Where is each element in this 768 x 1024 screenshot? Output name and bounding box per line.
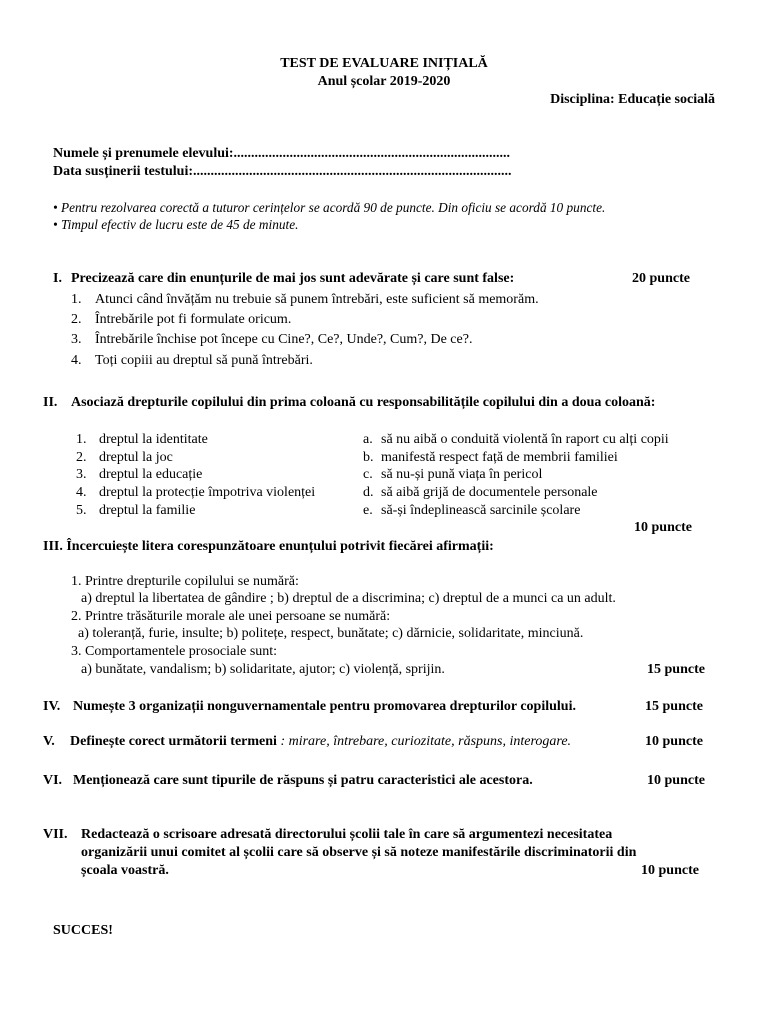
right-item: să nu-și pună viața în pericol <box>381 467 543 482</box>
section-5-points: 10 puncte <box>645 734 703 749</box>
discipline: Disciplina: Educație socială <box>550 92 715 107</box>
section-5-title: Definește corect următorii termeni <box>70 734 277 749</box>
left-item-number: 2. <box>76 450 87 465</box>
left-item: dreptul la familie <box>99 503 196 518</box>
list-item-number: 4. <box>71 353 82 368</box>
right-item-letter: b. <box>363 450 374 465</box>
question-1: 1. Printre drepturile copilului se numără: <box>71 574 299 589</box>
section-6-title: Menționează care sunt tipurile de răspuns și patru caracteristici ale acestora. <box>73 773 533 788</box>
section-5-line <box>70 734 571 750</box>
right-item: manifestă respect față de membrii familiei <box>381 450 618 465</box>
section-3-title: III. Încercuiește litera corespunzătoare enunțului potrivit fiecărei afirmații: <box>43 539 494 554</box>
left-item: dreptul la joc <box>99 450 173 465</box>
school-year: Anul școlar 2019-2020 <box>317 74 451 89</box>
list-item-number: 2. <box>71 312 82 327</box>
right-item-letter: a. <box>363 432 373 447</box>
test-title: TEST DE EVALUARE INIȚIALĂ <box>280 56 488 71</box>
list-item: Întrebările pot fi formulate oricum. <box>95 312 292 327</box>
section-1-number: I. <box>53 271 62 286</box>
section-2-number: II. <box>43 395 58 410</box>
section-7-points: 10 puncte <box>641 863 699 878</box>
section-5-terms: : mirare, întrebare, curiozitate, răspuns, interogare. <box>276 734 572 749</box>
section-2-title: Asociază drepturile copilului din prima coloană cu responsabilitățile copilului din a doua coloană: <box>71 395 656 410</box>
list-item: Întrebările închise pot începe cu Cine?, Ce?, Unde?, Cum?, De ce?. <box>95 332 473 347</box>
section-7-number: VII. <box>43 827 68 842</box>
right-item-letter: d. <box>363 485 374 500</box>
closing-message: SUCCES! <box>53 923 113 938</box>
section-4-number: IV. <box>43 699 61 714</box>
section-2-points: 10 puncte <box>634 520 692 535</box>
left-item: dreptul la identitate <box>99 432 208 447</box>
section-7-line-3: școala voastră. <box>81 863 169 878</box>
section-4-title: Numește 3 organizații nonguvernamentale pentru promovarea drepturilor copilului. <box>73 699 576 714</box>
note-time: • Timpul efectiv de lucru este de 45 de minute. <box>53 217 299 232</box>
list-item-number: 1. <box>71 292 82 307</box>
left-item-number: 1. <box>76 432 87 447</box>
section-5-number: V. <box>43 734 55 749</box>
question-3: 3. Comportamentele prosociale sunt: <box>71 644 278 659</box>
list-item: Toți copiii au dreptul să pună întrebări. <box>95 353 313 368</box>
section-3-points: 15 puncte <box>647 662 705 677</box>
answers-2: a) toleranță, furie, insulte; b) politețe, respect, bunătate; c) dărnicie, solidaritate, minciună. <box>78 626 584 641</box>
right-item: să nu aibă o conduită violentă în raport cu alți copii <box>381 432 669 447</box>
section-6-points: 10 puncte <box>647 773 705 788</box>
section-7-line-1: Redactează o scrisoare adresată directorului școlii tale în care să argumentezi necesitatea <box>81 827 613 842</box>
left-item: dreptul la educație <box>99 467 203 482</box>
section-7-line-2: organizării unui comitet al școlii care să observe și să noteze manifestările discriminatorii din <box>81 845 637 860</box>
left-item-number: 5. <box>76 503 87 518</box>
right-item-letter: e. <box>363 503 373 518</box>
list-item: Atunci când învățăm nu trebuie să punem întrebări, este suficient să memorăm. <box>95 292 539 307</box>
section-6-number: VI. <box>43 773 63 788</box>
answers-1: a) dreptul la libertatea de gândire ; b) dreptul de a discrimina; c) dreptul de a munci ca un adult. <box>81 591 616 606</box>
answers-3: a) bunătate, vandalism; b) solidaritate, ajutor; c) violență, sprijin. <box>81 662 445 677</box>
student-name-line: Numele și prenumele elevului:............................................................................... <box>53 146 511 161</box>
section-1-points: 20 puncte <box>632 271 690 286</box>
test-date-line: Data susținerii testului:........................................................................................... <box>53 164 512 179</box>
left-item: dreptul la protecție împotriva violenței <box>99 485 316 500</box>
right-item: să-și îndeplinească sarcinile școlare <box>381 503 581 518</box>
right-item-letter: c. <box>363 467 373 482</box>
left-item-number: 4. <box>76 485 87 500</box>
question-2: 2. Printre trăsăturile morale ale unei persoane se numără: <box>71 609 391 624</box>
note-points: • Pentru rezolvarea corectă a tuturor cerințelor se acordă 90 de puncte. Din oficiu se acordă 10 puncte. <box>53 200 606 215</box>
left-item-number: 3. <box>76 467 87 482</box>
list-item-number: 3. <box>71 332 82 347</box>
section-4-points: 15 puncte <box>645 699 703 714</box>
right-item: să aibă grijă de documentele personale <box>381 485 598 500</box>
section-1-title: Precizează care din enunțurile de mai jos sunt adevărate și care sunt false: <box>71 271 515 286</box>
